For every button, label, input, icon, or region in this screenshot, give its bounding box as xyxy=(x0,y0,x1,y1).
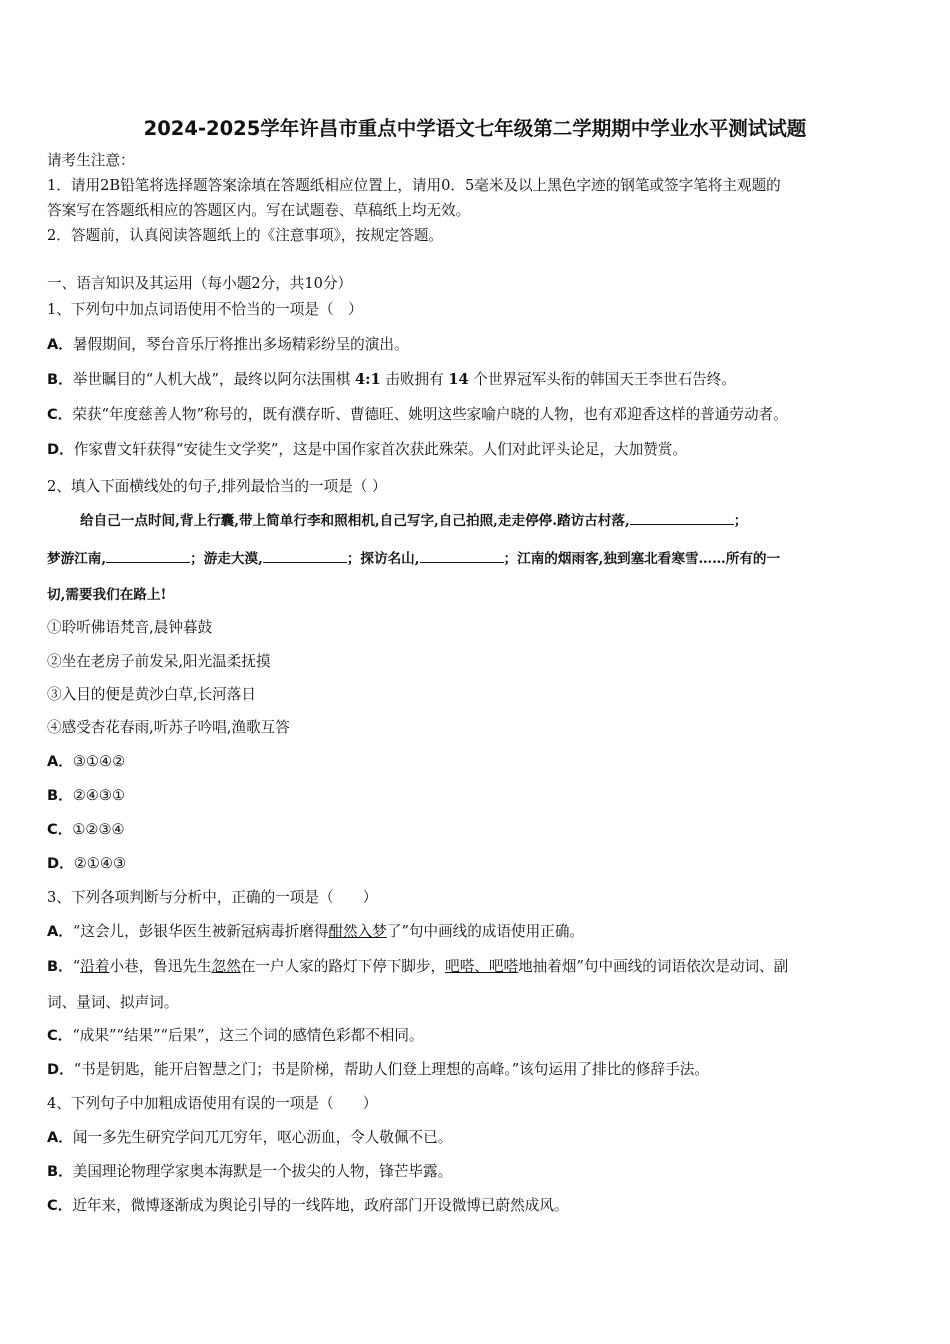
option-label: D． xyxy=(47,855,74,872)
q1-option-a xyxy=(47,335,409,355)
question-3-stem: 3、下列各项判断与分析中，正确的一项是（ ） xyxy=(47,889,378,906)
q4-option-b xyxy=(47,1162,452,1182)
option-text: 近年来，微博逐渐成为舆论引导的一线阵地，政府部门开设微博已蔚然成风。 xyxy=(72,1197,569,1214)
q2-passage-line-1: 给自己一点时间,背上行囊,带上简单行李和照相机,自己写字,自己拍照,走走停停.踏访古村落, ； xyxy=(80,510,747,531)
option-text: 个世界冠军头衔的韩国天王李世石告终。 xyxy=(468,371,736,388)
notice-item-1: 1．请用2B铅笔将选择题答案涂填在答题纸相应位置上，请用0．5毫米及以上黑色字迹的钢笔或签字笔将主观题的 xyxy=(47,177,781,194)
notice-heading: 请考生注意： xyxy=(47,152,135,169)
option-label: B． xyxy=(47,1163,73,1180)
q2-option-a xyxy=(47,752,125,772)
number-text: 14 xyxy=(448,371,469,388)
underlined-text: 吧嗒、吧嗒 xyxy=(445,958,519,975)
notice-item-1-cont: 答案写在答题纸相应的答题区内。写在试题卷、草稿纸上均无效。 xyxy=(47,202,471,219)
option-label: C． xyxy=(47,821,73,838)
section-heading: 一、语言知识及其运用（每小题2分，共10分） xyxy=(47,275,353,292)
q2-sentence-2: ②坐在老房子前发呆,阳光温柔抚摸 xyxy=(47,653,271,670)
q2-option-b xyxy=(47,786,125,806)
q2-option-c xyxy=(47,820,125,840)
q1-option-c xyxy=(47,405,788,425)
option-text: ②④③① xyxy=(72,787,126,804)
option-label: A． xyxy=(47,753,73,770)
option-text: 美国理论物理学家奥本海默是一个拔尖的人物，锋芒毕露。 xyxy=(72,1163,453,1180)
option-text: ③①④② xyxy=(72,753,126,770)
option-text: 闻一多先生研究学问兀兀穷年，呕心沥血，令人敬佩不已。 xyxy=(72,1129,453,1146)
option-label: B． xyxy=(47,371,73,388)
option-text: 作家曹文轩获得“安徒生文学奖”，这是中国作家首次获此殊荣。人们对此评头论足，大加赞赏。 xyxy=(73,441,687,458)
fill-blank xyxy=(106,548,190,563)
option-text: 击败拥有 xyxy=(380,371,449,388)
score-text: 4:1 xyxy=(354,371,381,388)
option-label: A． xyxy=(47,1129,73,1146)
option-text: 暑假期间，琴台音乐厅将推出多场精彩纷呈的演出。 xyxy=(72,336,409,353)
q2-sentence-3: ③入目的便是黄沙白草,长河落日 xyxy=(47,686,256,703)
underlined-text: 忽然 xyxy=(211,958,241,975)
q3-option-c xyxy=(47,1026,424,1046)
fill-blank xyxy=(630,510,734,525)
passage-text: ；江南的烟雨客,独到塞北看寒雪……所有的一 xyxy=(503,551,781,567)
option-label: A． xyxy=(47,923,73,940)
passage-text: ；探访名山, xyxy=(346,551,420,567)
q2-option-d xyxy=(47,854,126,874)
option-text: 在一户人家的路灯下停下脚步， xyxy=(240,958,446,975)
q3-option-b xyxy=(47,957,788,977)
q2-passage-line-3: 切,需要我们在路上! xyxy=(47,587,167,603)
option-text: 地抽着烟”句中画线的词语依次是动词、副 xyxy=(518,958,789,975)
option-label: D． xyxy=(47,441,74,458)
option-text: “成果”“结果”“后果”，这三个词的感情色彩都不相同。 xyxy=(72,1027,424,1044)
q3-option-d xyxy=(47,1060,709,1080)
underlined-text: 酣然入梦 xyxy=(328,923,387,940)
option-text: “这会儿，彭银华医生被新冠病毒折磨得 xyxy=(72,923,329,940)
underlined-text: 沿着 xyxy=(80,958,110,975)
question-4-stem: 4、下列句子中加粗成语使用有误的一项是（ ） xyxy=(47,1095,378,1112)
option-text: 小巷，鲁迅先生 xyxy=(109,958,212,975)
option-text: 了”句中画线的成语使用正确。 xyxy=(386,923,585,940)
option-label: A． xyxy=(47,336,73,353)
option-text: ①②③④ xyxy=(72,821,125,838)
option-label: C． xyxy=(47,1197,73,1214)
notice-item-2: 2．答题前，认真阅读答题纸上的《注意事项》，按规定答题。 xyxy=(47,227,444,244)
option-text: “书是钥匙，能开启智慧之门；书是阶梯，帮助人们登上理想的高峰。”该句运用了排比的修辞手法。 xyxy=(73,1061,709,1078)
option-text: 举世瞩目的“人机大战”，最终以阿尔法围棋 xyxy=(72,371,355,388)
q2-sentence-4: ④感受杏花春雨,听苏子吟唱,渔歌互答 xyxy=(47,719,290,736)
q3-option-a xyxy=(47,922,584,942)
option-label: C． xyxy=(47,406,73,423)
question-2-stem: 2、填入下面横线处的句子,排列最恰当的一项是（ ） xyxy=(47,478,387,495)
fill-blank xyxy=(420,548,504,563)
q4-option-c xyxy=(47,1196,569,1216)
q3-option-b-cont: 词、量词、拟声词。 xyxy=(47,994,179,1011)
option-label: B． xyxy=(47,958,73,975)
passage-text: 给自己一点时间,背上行囊,带上简单行李和照相机,自己写字,自己拍照,走走停停.踏访古村落, xyxy=(80,513,630,529)
q4-option-a xyxy=(47,1128,452,1148)
fill-blank xyxy=(263,548,347,563)
q1-option-d xyxy=(47,440,687,460)
option-label: D． xyxy=(47,1061,74,1078)
option-text: ②①④③ xyxy=(73,855,127,872)
q2-sentence-1: ①聆听佛语梵音,晨钟暮鼓 xyxy=(47,619,213,636)
passage-text: 梦游江南, xyxy=(47,551,107,567)
option-label: B． xyxy=(47,787,73,804)
option-label: C． xyxy=(47,1027,73,1044)
option-text: 荣获“年度慈善人物”称号的，既有濮存昕、曹德旺、姚明这些家喻户晓的人物，也有邓迎香这样的普通劳动者。 xyxy=(72,406,788,423)
question-1-stem: 1、下列句中加点词语使用不恰当的一项是（ ） xyxy=(47,301,363,318)
page-title: 2024-2025学年许昌市重点中学语文七年级第二学期期中学业水平测试试题 xyxy=(143,117,807,140)
q2-passage-line-2 xyxy=(47,548,780,569)
q1-option-b xyxy=(47,370,736,390)
passage-text: ；游走大漠, xyxy=(190,551,263,567)
option-text: “ xyxy=(72,958,81,975)
